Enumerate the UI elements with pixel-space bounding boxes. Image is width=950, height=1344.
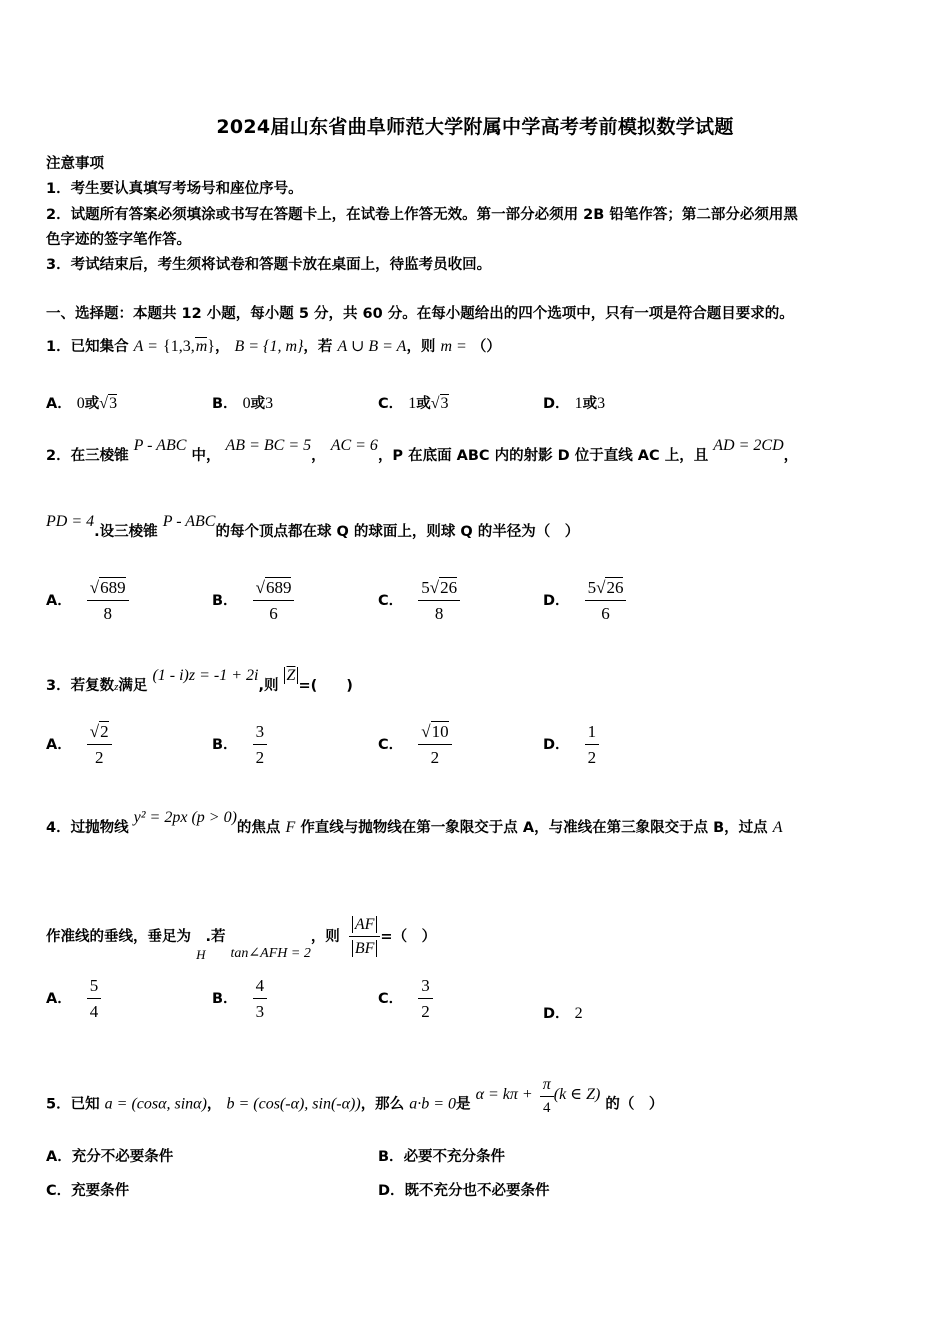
q5-option-d: D．既不充分也不必要条件 — [378, 1183, 550, 1199]
q4-option-c: C． $\frac{3}{2}$ — [378, 976, 433, 1022]
q1-option-a: A． 0或√3 — [46, 395, 118, 412]
q3-option-b: B． $\frac{3}{2}$ — [212, 722, 267, 768]
q1-option-d: D． 1或3 — [543, 395, 606, 412]
q4-option-a: A． $\frac{5}{4}$ — [46, 976, 101, 1022]
q1-option-c: C． 1或√3 — [378, 395, 449, 412]
notice-item: 3．考试结束后，考生须将试卷和答题卡放在桌面上，待监考员收回。 — [46, 257, 492, 273]
question-5: 5．已知 a = (cosα, sinα)， b = (cos(-α), sin(-α))，那么 a·b = 0是 α = kπ + $\frac{\pi}{4}$ (k ∈ Z) 的（ ） — [46, 1076, 664, 1116]
notice-item: 2．试题所有答案必须填涂或书写在答题卡上，在试卷上作答无效。第一部分必须用 2B 铅笔作答；第二部分必须用黑 — [46, 207, 798, 223]
q2-option-c: C． $\frac{5√26}{8}$ — [378, 578, 460, 624]
q2-option-b: B． $\frac{√689}{6}$ — [212, 578, 294, 624]
q2-option-d: D． $\frac{5√26}{6}$ — [543, 578, 626, 624]
q4-option-b: B． $\frac{4}{3}$ — [212, 976, 267, 1022]
page-title: 2024届山东省曲阜师范大学附属中学高考考前模拟数学试题 — [216, 116, 734, 138]
question-4: 4．过抛物线 y² = 2px (p > 0)的焦点 F 作直线与抛物线在第一象限交于点 A，与准线在第三象限交于点 B，过点 A — [46, 809, 783, 836]
question-1: 1．已知集合 A = {1,3,m}， B = {1, m}，若 A ∪ B = A，则 m = （） — [46, 338, 501, 355]
question-3: 3．若复数z满足 (1 - i)z = -1 + 2i,则 $\overline{Z}=$( ) — [46, 667, 353, 694]
notice-item: 色字迹的签字笔作答。 — [46, 232, 191, 248]
q4-option-d: D． 2 — [543, 1005, 583, 1022]
q5-option-c: C．充要条件 — [46, 1183, 130, 1199]
q5-option-b: B．必要不充分条件 — [378, 1149, 506, 1165]
notice-item: 1．考生要认真填写考场号和座位序号。 — [46, 181, 303, 197]
question-2: 2．在三棱锥 P - ABC 中， AB = BC = 5， AC = 6，P 在底面 ABC 内的射影 D 位于直线 AC 上，且 AD = 2CD， — [46, 437, 799, 464]
q2-option-a: A． $\frac{√689}{8}$ — [46, 578, 129, 624]
q5-option-a: A．充分不必要条件 — [46, 1149, 174, 1165]
q3-option-c: C． $\frac{√10}{2}$ — [378, 722, 452, 768]
section-heading: 一、选择题：本题共 12 小题，每小题 5 分，共 60 分。在每小题给出的四个选项中，只有一项是符合题目要求的。 — [46, 306, 794, 322]
q1-option-b: B． 0或3 — [212, 395, 274, 412]
question-4-cont: 作准线的垂线，垂足为 H.若 tan∠AFH = 2，则 $\frac{AF}{BF}$ =（ ） — [46, 916, 437, 962]
q3-option-d: D． $\frac{1}{2}$ — [543, 722, 599, 768]
question-2-cont: PD = 4.设三棱锥 P - ABC的每个顶点都在球 Q 的球面上，则球 Q 的半径为（ ） — [46, 513, 580, 540]
notice-heading: 注意事项 — [46, 156, 104, 172]
q3-option-a: A． $\frac{√2}{2}$ — [46, 722, 112, 768]
